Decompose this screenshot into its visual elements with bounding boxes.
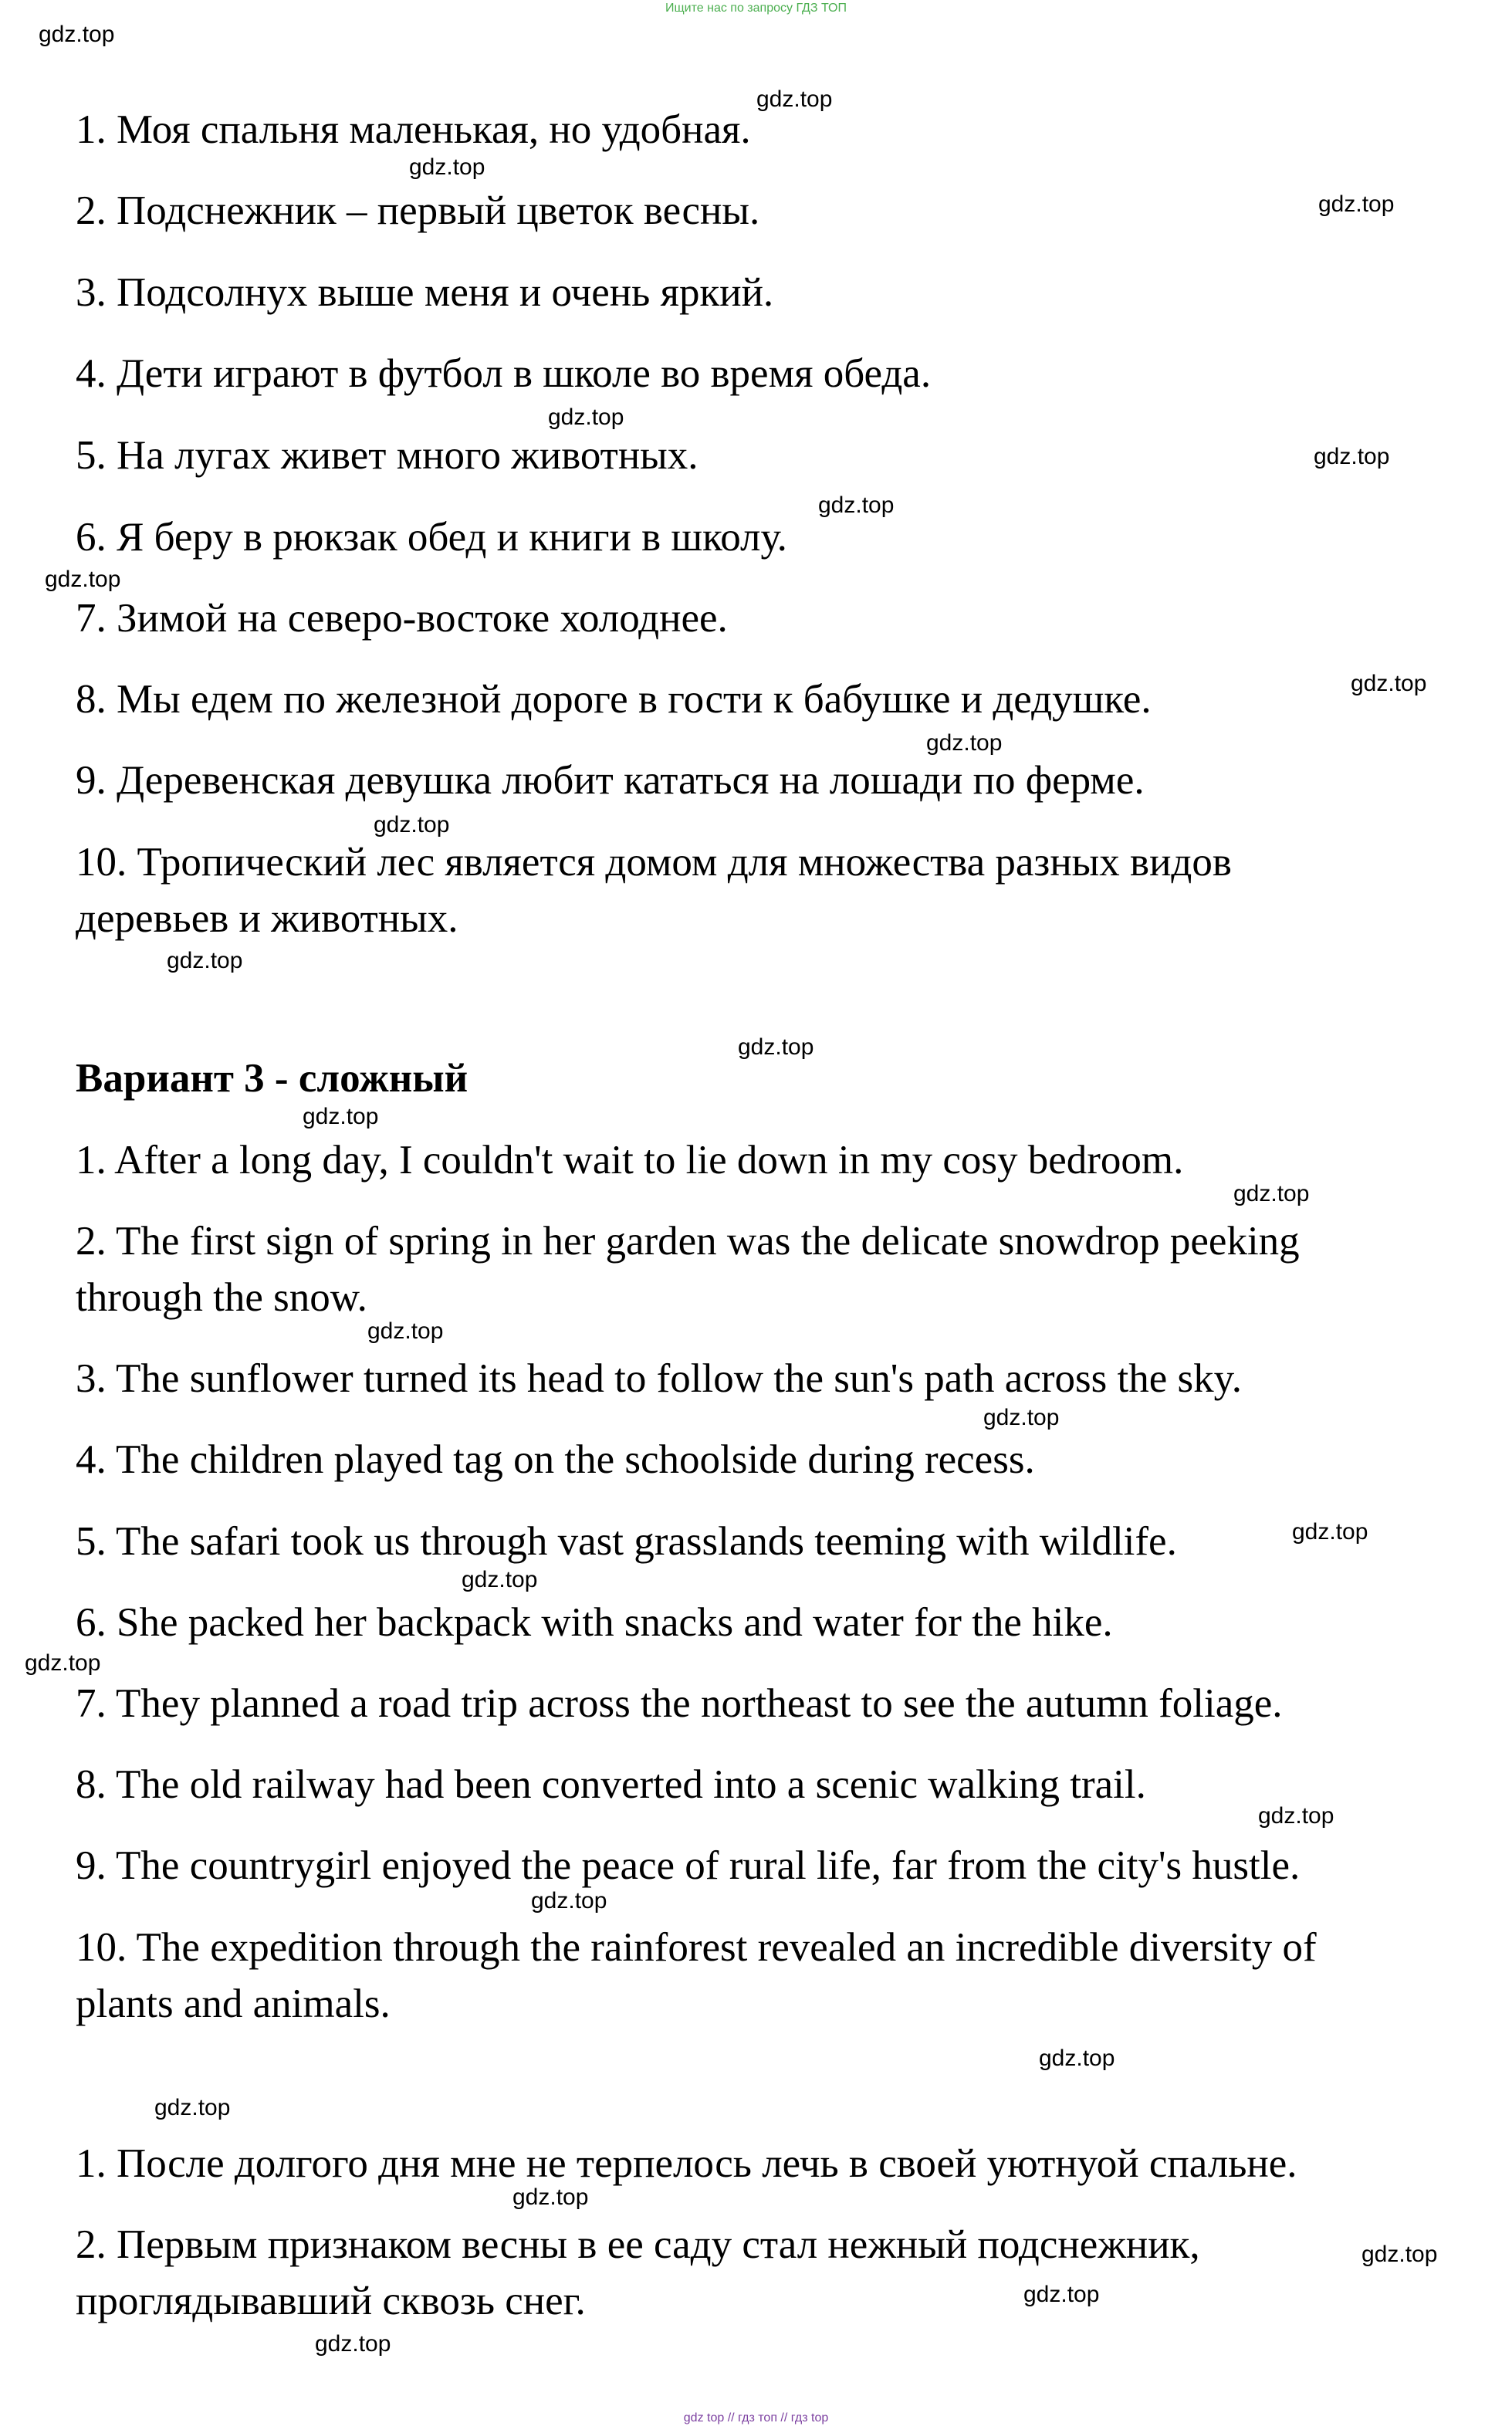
ru2-line-1: 1. После долгого дня мне не терпелось лечь в своей уютнуой спальне. bbox=[76, 2141, 1297, 2186]
watermark: gdz.top bbox=[167, 948, 243, 973]
watermark: gdz.top bbox=[1258, 1803, 1334, 1829]
top-banner: Ищите нас по запросу ГДЗ ТОП bbox=[665, 2, 847, 15]
ru1-line-1: 1. Моя спальня маленькая, но удобная. bbox=[76, 107, 751, 152]
ru1-line-5: 5. На лугах живет много животных. bbox=[76, 433, 698, 478]
watermark: gdz.top bbox=[818, 492, 895, 518]
ru1-line-9: 9. Деревенская девушка любит кататься на лошади по ферме. bbox=[76, 758, 1145, 803]
en-line-10: 10. The expedition through the rainforest revealed an incredible diversity of bbox=[76, 1925, 1317, 1970]
en-line-7: 7. They planned a road trip across the northeast to see the autumn foliage. bbox=[76, 1681, 1283, 1726]
watermark: gdz.top bbox=[1318, 191, 1395, 217]
ru1-line-10-cont: деревьев и животных. bbox=[76, 896, 458, 941]
watermark: gdz.top bbox=[548, 404, 624, 430]
watermark: gdz.top bbox=[315, 2331, 391, 2357]
watermark: gdz.top bbox=[531, 1888, 607, 1914]
watermark: gdz.top bbox=[926, 730, 1003, 756]
watermark: gdz.top bbox=[1314, 444, 1390, 469]
en-line-5: 5. The safari took us through vast grasslands teeming with wildlife. bbox=[76, 1519, 1177, 1564]
watermark: gdz.top bbox=[738, 1034, 814, 1060]
watermark: gdz.top bbox=[983, 1405, 1060, 1430]
watermark: gdz.top bbox=[154, 2095, 231, 2120]
ru1-line-7: 7. Зимой на северо-востоке холоднее. bbox=[76, 596, 728, 641]
watermark: gdz.top bbox=[45, 567, 121, 592]
watermark: gdz.top bbox=[1039, 2046, 1115, 2071]
watermark: gdz.top bbox=[1361, 2242, 1438, 2267]
en-line-2-cont: through the snow. bbox=[76, 1275, 367, 1320]
ru2-line-2: 2. Первым признаком весны в ее саду стал нежный подснежник, bbox=[76, 2222, 1200, 2267]
ru1-line-10: 10. Тропический лес является домом для множества разных видов bbox=[76, 840, 1232, 885]
ru1-line-4: 4. Дети играют в футбол в школе во время обеда. bbox=[76, 351, 932, 396]
variant-heading: Вариант 3 - сложный bbox=[76, 1056, 468, 1101]
en-line-2: 2. The first sign of spring in her garden was the delicate snowdrop peeking bbox=[76, 1219, 1300, 1264]
watermark: gdz.top bbox=[462, 1567, 538, 1592]
watermark: gdz.top bbox=[1233, 1181, 1310, 1206]
watermark: gdz.top bbox=[1023, 2282, 1100, 2307]
en-line-1: 1. After a long day, I couldn't wait to lie down in my cosy bedroom. bbox=[76, 1138, 1184, 1183]
ru1-line-3: 3. Подсолнух выше меня и очень яркий. bbox=[76, 270, 774, 315]
watermark: gdz.top bbox=[39, 22, 115, 47]
ru1-line-6: 6. Я беру в рюкзак обед и книги в школу. bbox=[76, 515, 787, 560]
watermark: gdz.top bbox=[303, 1104, 379, 1129]
en-line-6: 6. She packed her backpack with snacks and water for the hike. bbox=[76, 1600, 1113, 1645]
watermark: gdz.top bbox=[374, 812, 450, 838]
en-line-10-cont: plants and animals. bbox=[76, 1981, 391, 2026]
ru1-line-2: 2. Подснежник – первый цветок весны. bbox=[76, 188, 760, 233]
watermark: gdz.top bbox=[367, 1318, 444, 1344]
en-line-3: 3. The sunflower turned its head to follow the sun's path across the sky. bbox=[76, 1356, 1242, 1401]
en-line-4: 4. The children played tag on the schoolside during recess. bbox=[76, 1437, 1035, 1482]
watermark: gdz.top bbox=[409, 154, 485, 180]
watermark: gdz.top bbox=[1351, 671, 1427, 696]
watermark: gdz.top bbox=[512, 2184, 589, 2210]
watermark: gdz.top bbox=[756, 86, 833, 112]
watermark: gdz.top bbox=[25, 1650, 101, 1676]
en-line-9: 9. The countrygirl enjoyed the peace of rural life, far from the city's hustle. bbox=[76, 1843, 1301, 1888]
ru1-line-8: 8. Мы едем по железной дороге в гости к бабушке и дедушке. bbox=[76, 677, 1152, 722]
watermark: gdz.top bbox=[1292, 1519, 1368, 1545]
ru2-line-2-cont: проглядывавший сквозь снег. bbox=[76, 2279, 586, 2323]
bottom-banner: gdz top // гдз топ // гдз top bbox=[683, 2411, 829, 2425]
en-line-8: 8. The old railway had been converted into a scenic walking trail. bbox=[76, 1762, 1146, 1807]
